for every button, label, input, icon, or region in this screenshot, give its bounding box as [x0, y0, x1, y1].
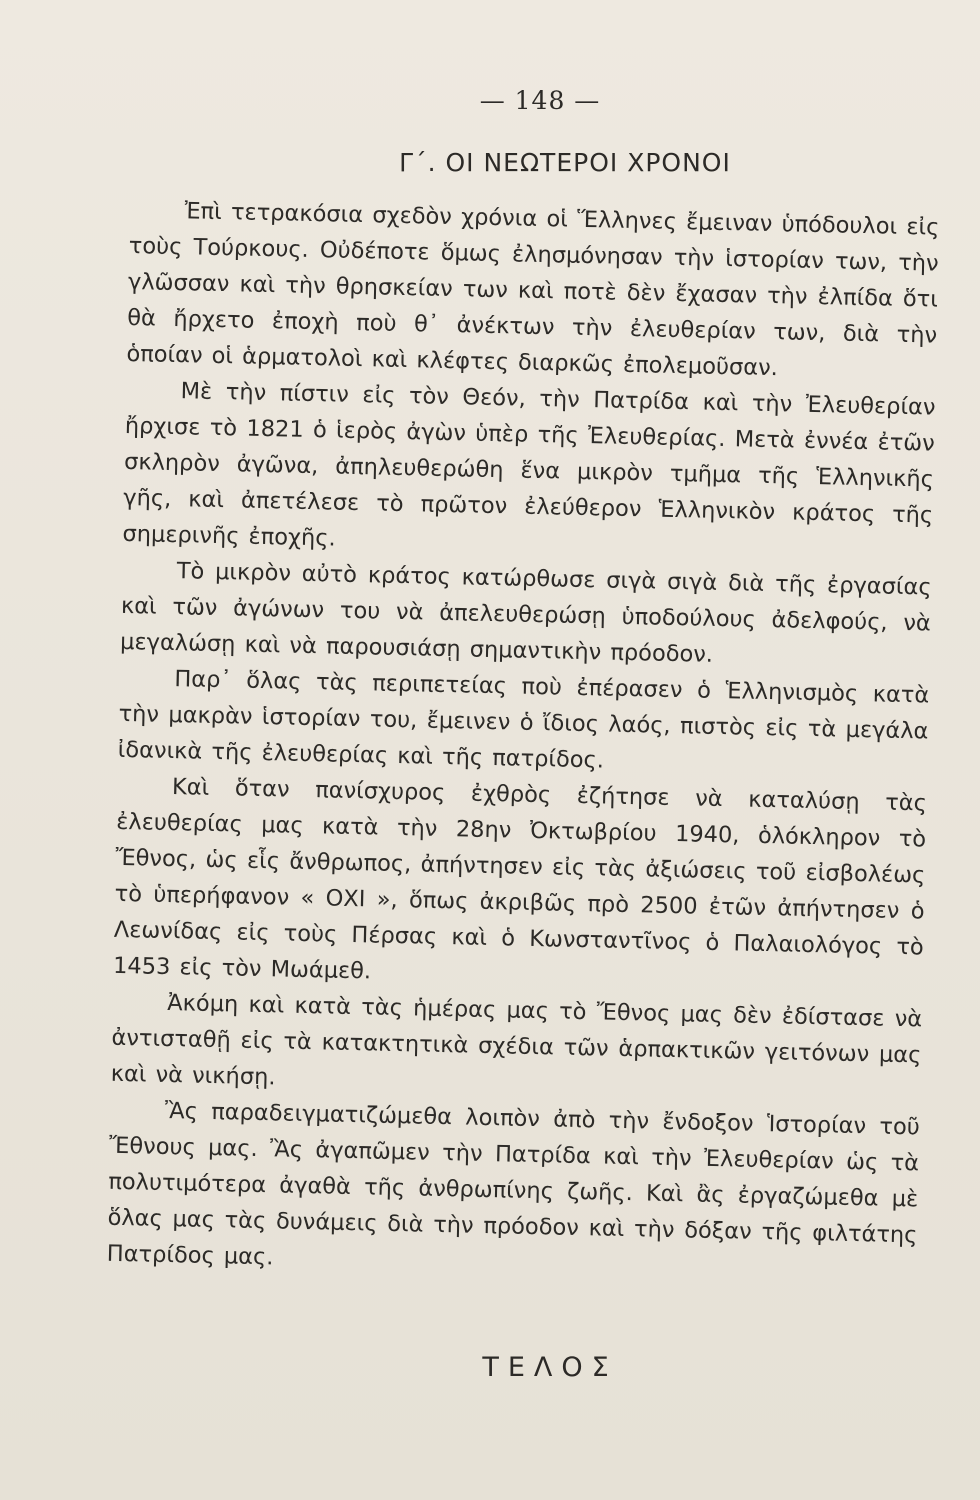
- page-number: — 148 —: [479, 86, 601, 115]
- body-text: [106, 192, 939, 1289]
- paragraph: Ἂς παραδειγματιζώμεθα λοιπὸν ἀπὸ τὴν ἔνδοξον Ἱστορίαν τοῦ Ἔθνους μας. Ἂς ἀγαπῶμεν τὴν Πατρίδα καὶ τὴν Ἐλευθερίαν ὡς τὰ πολυτιμότερα ἀγαθὰ τῆς ἀνθρωπίνης ζωῆς. Καὶ ἂς ἐργαζώμεθα μὲ ὅλας μας τὰς δυνάμεις διὰ τὴν πρόοδον καὶ τὴν δόξαν τῆς φιλτάτης Πατρίδος μας.: [106, 1097, 921, 1271]
- end-mark: ΤΕΛΟΣ: [482, 1352, 618, 1383]
- paragraph: Τὸ μικρὸν αὐτὸ κράτος κατώρθωσε σιγὰ σιγὰ διὰ τῆς ἐργασίας καὶ τῶν ἀγώνων του νὰ ἀπελευθερώσῃ ὑποδούλους ἀδελφούς, νὰ μεγαλώσῃ καὶ νὰ παρουσιάσῃ σημαντικὴν πρόοδον.: [119, 558, 932, 668]
- paragraph: Ἐπὶ τετρακόσια σχεδὸν χρόνια οἱ Ἕλληνες ἔμειναν ὑπόδουλοι εἰς τοὺς Τούρκους. Οὐδέποτε ὅμως ἐλησμόνησαν τὴν ἱστορίαν των, τὴν γλῶσσαν καὶ τὴν θρησκείαν των καὶ ποτὲ δὲν ἔχασαν τὴν ἐλπίδα ὅτι θὰ ἤρχετο ἐποχὴ ποὺ θ᾽ ἀνέκτων τὴν ἐλευθερίαν των, διὰ τὴν ὁποίαν οἱ ἁρματολοὶ καὶ κλέφτες διαρκῶς ἐπολεμοῦσαν.: [126, 198, 940, 382]
- paragraph: Μὲ τὴν πίστιν εἰς τὸν Θεόν, τὴν Πατρίδα καὶ τὴν Ἐλευθερίαν ἤρχισε τὸ 1821 ὁ ἱερὸς ἀγὼν ὑπὲρ τῆς Ἐλευθερίας. Μετὰ ἐννέα ἐτῶν σκληρὸν ἀγῶνα, ἀπηλευθερώθη ἕνα μικρὸν τμῆμα τῆς Ἑλληνικῆς γῆς, καὶ ἀπετέλεσε τὸ πρῶτον ἐλεύθερον Ἑλληνικὸν κράτος τῆς σημερινῆς ἐποχῆς.: [122, 378, 936, 552]
- paragraph: Ἀκόμη καὶ κατὰ τὰς ἡμέρας μας τὸ Ἔθνος μας δὲν ἐδίστασε νὰ ἀντισταθῇ εἰς τὰ κατακτητικὰ σχέδια τῶν ἁρπακτικῶν γειτόνων μας καὶ νὰ νικήσῃ.: [110, 990, 923, 1091]
- paragraph: Παρ᾽ ὅλας τὰς περιπετείας ποὺ ἐπέρασεν ὁ Ἑλληνισμὸς κατὰ τὴν μακρὰν ἱστορίαν του, ἔμεινεν ὁ ἴδιος λαός, πιστὸς εἰς τὰ μεγάλα ἰδανικὰ τῆς ἐλευθερίας καὶ τῆς πατρίδος.: [117, 666, 930, 774]
- paragraph: Καὶ ὅταν πανίσχυρος ἐχθρὸς ἐζήτησε νὰ καταλύσῃ τὰς ἐλευθερίας μας κατὰ τὴν 28ην Ὀκτωβρίου 1940, ὁλόκληρον τὸ Ἔθνος, ὡς εἷς ἄνθρωπος, ἀπήντησεν εἰς τὰς ἀξιώσεις τοῦ εἰσβολέως τὸ ὑπερήφανον « ΟΧΙ », ὅπως ἀκριβῶς πρὸ 2500 ἐτῶν ἀπήντησεν ὁ Λεωνίδας εἰς τοὺς Πέρσας καὶ ὁ Κωνσταντῖνος ὁ Παλαιολόγος τὸ 1453 εἰς τὸν Μωάμεθ.: [112, 774, 928, 985]
- chapter-heading: Γ΄. ΟΙ ΝΕΩΤΕΡΟΙ ΧΡΟΝΟΙ: [399, 148, 731, 177]
